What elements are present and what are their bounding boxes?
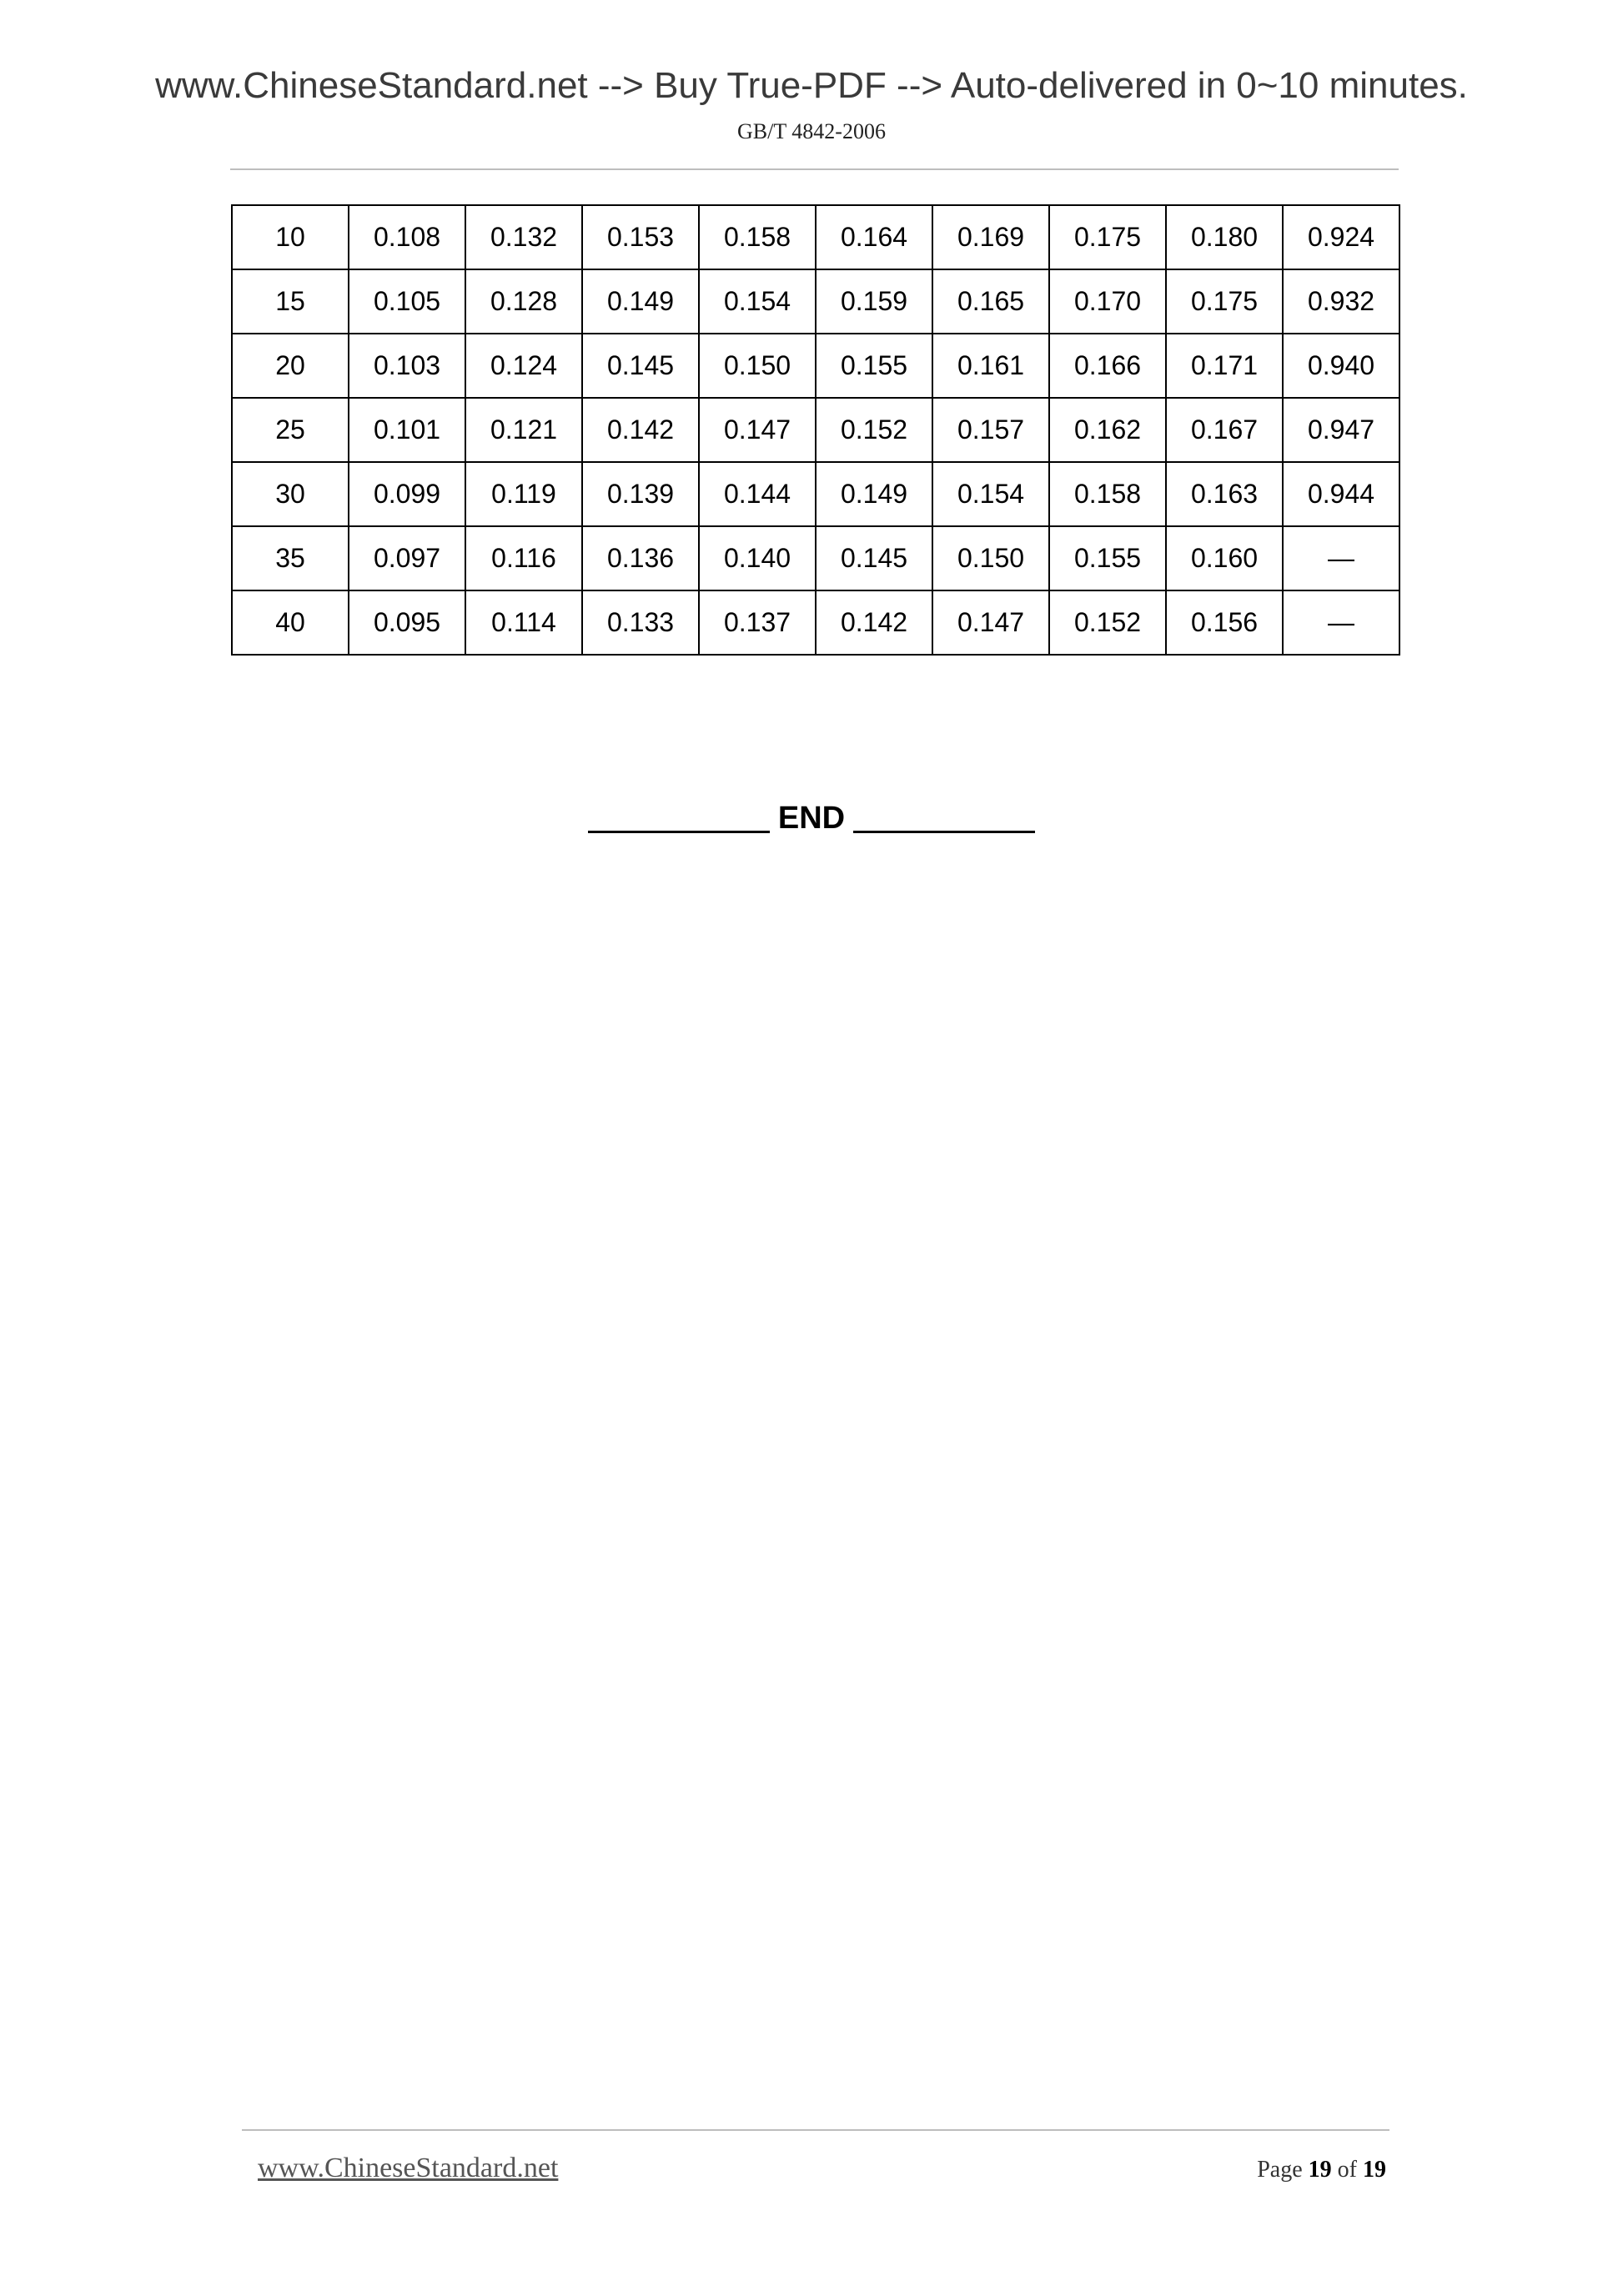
table-cell: 0.932 [1283,269,1399,334]
table-cell: 0.159 [816,269,932,334]
table-cell: 0.097 [349,526,465,590]
table-row-key-cell: 20 [232,334,349,398]
table-cell: 0.150 [699,334,816,398]
table-cell: 0.136 [582,526,699,590]
table-row [232,462,1399,526]
table-cell: 0.162 [1049,398,1166,462]
table-cell: 0.166 [1049,334,1166,398]
table-cell: 0.160 [1166,526,1283,590]
table-row [232,334,1399,398]
table-cell: 0.149 [582,269,699,334]
page-of: of [1337,2157,1357,2183]
table-cell: 0.145 [816,526,932,590]
table-row-key-cell: 40 [232,590,349,655]
end-left-line [588,831,770,833]
table-row-key-cell: 35 [232,526,349,590]
end-text: END [777,801,846,836]
table-cell: — [1283,590,1399,655]
table-cell: 0.105 [349,269,465,334]
table-cell: 0.947 [1283,398,1399,462]
table-row [232,398,1399,462]
table-cell: 0.124 [465,334,582,398]
table-cell: 0.149 [816,462,932,526]
table-cell: 0.153 [582,205,699,269]
end-right-line [853,831,1035,833]
table-cell: 0.157 [932,398,1049,462]
site-banner: www.ChineseStandard.net --> Buy True-PDF --> Auto-delivered in 0~10 minutes. [155,65,1468,106]
footer-site-link[interactable]: www.ChineseStandard.net [258,2153,559,2183]
table-cell: 0.171 [1166,334,1283,398]
table-row [232,526,1399,590]
table-cell: 0.140 [699,526,816,590]
table-cell: 0.095 [349,590,465,655]
table-cell: 0.114 [465,590,582,655]
table-cell: 0.147 [699,398,816,462]
table-row-key-cell: 25 [232,398,349,462]
table-cell: 0.165 [932,269,1049,334]
table-cell: 0.132 [465,205,582,269]
page-total: 19 [1363,2157,1386,2183]
table-row [232,205,1399,269]
table-cell: 0.154 [699,269,816,334]
table-cell: 0.175 [1049,205,1166,269]
data-table [231,204,1400,656]
table-cell: 0.158 [1049,462,1166,526]
table-cell: 0.180 [1166,205,1283,269]
table-row-key-cell: 10 [232,205,349,269]
table-row [232,590,1399,655]
table-cell: 0.142 [582,398,699,462]
table-cell: 0.142 [816,590,932,655]
table-cell: 0.116 [465,526,582,590]
table-cell: 0.164 [816,205,932,269]
page-current: 19 [1308,2157,1332,2183]
table-cell: 0.099 [349,462,465,526]
table-cell: 0.940 [1283,334,1399,398]
footer-divider [242,2129,1389,2131]
table-cell: 0.924 [1283,205,1399,269]
table-body [232,205,1399,655]
end-marker [0,801,1623,837]
table-row-key-cell: 30 [232,462,349,526]
table-cell: 0.119 [465,462,582,526]
table-cell: 0.152 [1049,590,1166,655]
table-cell: 0.944 [1283,462,1399,526]
table-row-key-cell: 15 [232,269,349,334]
table-cell: 0.128 [465,269,582,334]
page-indicator [1257,2157,1386,2183]
header-divider [230,168,1399,170]
table-cell: 0.121 [465,398,582,462]
table-cell: 0.150 [932,526,1049,590]
table-cell: 0.101 [349,398,465,462]
table-row [232,269,1399,334]
table-cell: 0.108 [349,205,465,269]
table-cell: 0.163 [1166,462,1283,526]
table-cell: 0.154 [932,462,1049,526]
table-cell: 0.170 [1049,269,1166,334]
table-cell: 0.145 [582,334,699,398]
table-cell: 0.167 [1166,398,1283,462]
table-cell: 0.144 [699,462,816,526]
table-cell: 0.147 [932,590,1049,655]
table-cell: 0.158 [699,205,816,269]
table-cell: 0.152 [816,398,932,462]
table-cell: — [1283,526,1399,590]
table-cell: 0.155 [1049,526,1166,590]
table-cell: 0.103 [349,334,465,398]
table-cell: 0.169 [932,205,1049,269]
table-cell: 0.139 [582,462,699,526]
table-cell: 0.133 [582,590,699,655]
table-cell: 0.155 [816,334,932,398]
table-cell: 0.156 [1166,590,1283,655]
standard-code: GB/T 4842-2006 [737,119,886,143]
table-cell: 0.175 [1166,269,1283,334]
page-label: Page [1257,2157,1303,2183]
table-cell: 0.161 [932,334,1049,398]
table-cell: 0.137 [699,590,816,655]
